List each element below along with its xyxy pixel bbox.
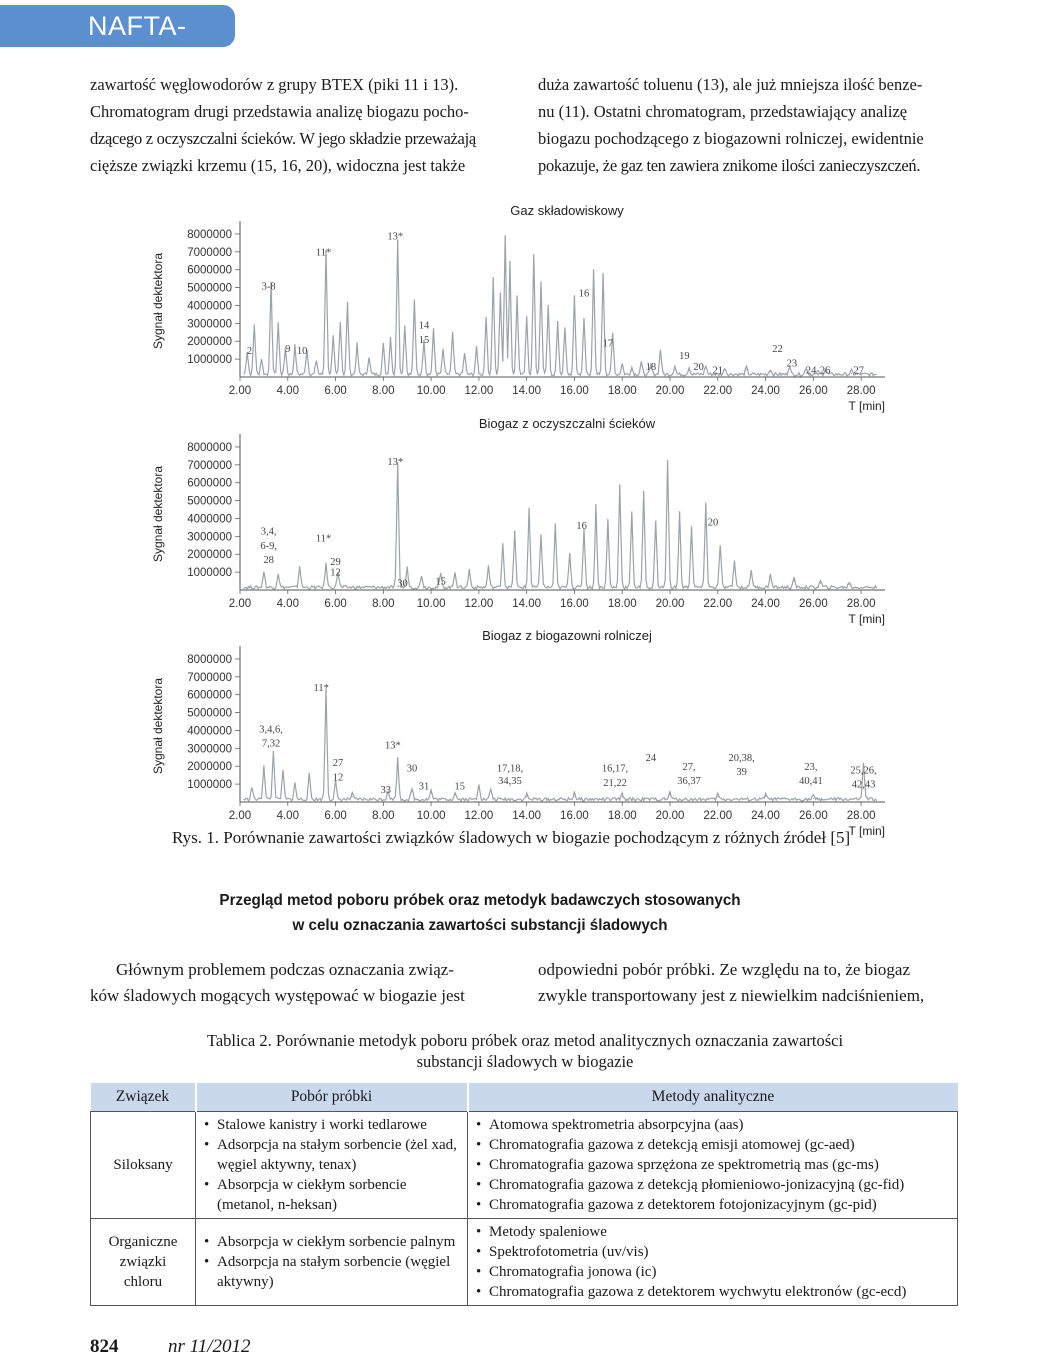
peak-point — [622, 796, 623, 797]
x-tick-label: 14.00 — [512, 385, 542, 397]
intro-left-line: cięższe związki krzemu (15, 16, 20), widoczna jest także — [90, 156, 466, 175]
y-tick-label: 8000000 — [187, 653, 232, 666]
x-tick-label: 8.00 — [372, 385, 395, 397]
x-tick-label: 20.00 — [655, 385, 685, 397]
peak-point — [540, 536, 541, 537]
peak-point — [397, 760, 398, 761]
peak-point — [619, 486, 620, 487]
y-tick-label: 8000000 — [187, 441, 232, 454]
peak-point — [407, 570, 408, 571]
methods-cell — [468, 1112, 958, 1219]
peak-label: 20,38, — [728, 752, 755, 764]
x-axis-label: T [min] — [848, 824, 885, 838]
panel-title: Biogaz z oczyszczalni ścieków — [478, 416, 656, 431]
sampling-cell — [196, 1219, 468, 1306]
peak-label: 42,43 — [851, 779, 876, 791]
peak-label: 30 — [406, 763, 418, 775]
x-tick-label: 2.00 — [228, 385, 252, 397]
peak-label: 29 — [330, 556, 341, 568]
y-tick-label: 1000000 — [187, 779, 232, 792]
peak-label: 12 — [330, 567, 341, 579]
peak-point — [689, 369, 690, 370]
peak-point — [595, 507, 596, 508]
table-row — [91, 1112, 958, 1219]
y-axis-label: Sygnał dektektora — [151, 252, 165, 350]
y-tick-label: 6000000 — [187, 477, 232, 490]
peak-label: 2 — [246, 345, 253, 357]
signal-trace — [244, 688, 877, 801]
compound-cell — [91, 1112, 196, 1219]
x-tick-label: 28.00 — [846, 810, 876, 822]
x-tick-label: 26.00 — [798, 598, 828, 610]
peak-label: 21,22 — [603, 777, 627, 789]
peak-label: 33 — [380, 785, 391, 797]
y-tick-label: 8000000 — [187, 228, 232, 241]
peak-label: 23 — [786, 358, 798, 370]
list-item: • Chromatografia gazowa z detektorem fotojonizacyjnym (gc-pid) — [474, 1195, 951, 1215]
y-axis-label: Sygnał dektektora — [151, 677, 165, 775]
peak-point — [340, 323, 341, 324]
peak-point — [679, 514, 680, 515]
x-tick-label: 28.00 — [846, 385, 876, 397]
header-cell: Metody analityczne — [468, 1083, 958, 1112]
peak-point — [431, 792, 432, 793]
peak-point — [794, 580, 795, 581]
peak-point — [593, 273, 594, 274]
y-tick-label: 5000000 — [187, 707, 232, 720]
peak-point — [442, 351, 443, 352]
peak-point — [612, 335, 613, 336]
sampling-cell — [196, 1112, 468, 1219]
intro-right-column — [538, 71, 958, 179]
x-tick-label: 18.00 — [607, 598, 637, 610]
peak-label: 22 — [772, 343, 783, 355]
y-tick-label: 4000000 — [187, 513, 232, 526]
peak-label: 27 — [332, 758, 344, 770]
peak-point — [454, 573, 455, 574]
y-tick-label: 1000000 — [187, 567, 232, 580]
list-item: • Adsorpcja na stałym sorbencie (węgiel aktywny) — [202, 1252, 461, 1292]
peak-point — [316, 362, 317, 363]
peak-label: 19 — [679, 351, 690, 363]
intro-right-line: pokazuje, że gaz ten zawiera znikome ilości zanieczyszczeń. — [538, 156, 921, 175]
list-item: • Chromatografia jonowa (ic) — [474, 1262, 951, 1282]
peak-point — [421, 577, 422, 578]
y-tick-label: 3000000 — [187, 531, 232, 544]
y-tick-label: 4000000 — [187, 300, 232, 313]
peak-point — [770, 371, 771, 372]
peak-point — [526, 317, 527, 318]
peak-label: 40,41 — [799, 776, 823, 788]
body-right-line: zwykle transportowany jest z niewielkim nadciśnieniem, — [538, 986, 925, 1005]
x-tick-label: 14.00 — [512, 598, 542, 610]
peak-point — [851, 373, 852, 374]
peak-point — [273, 753, 274, 754]
y-tick-label: 5000000 — [187, 495, 232, 508]
peak-point — [820, 582, 821, 583]
peak-point — [660, 351, 661, 352]
x-tick-label: 26.00 — [798, 810, 828, 822]
peak-point — [655, 521, 656, 522]
peak-label: 3,4,6, — [259, 724, 283, 736]
peak-label: 11* — [315, 533, 332, 545]
peak-label: 3-8 — [261, 281, 276, 293]
x-tick-label: 24.00 — [751, 385, 780, 397]
intro-left-line: Chromatogram drugi przedstawia analizę biogazu pocho- — [90, 102, 469, 121]
peak-point — [724, 369, 725, 370]
peak-point — [278, 325, 279, 326]
y-tick-label: 5000000 — [187, 282, 232, 295]
y-tick-label: 3000000 — [187, 318, 232, 331]
x-tick-label: 16.00 — [560, 810, 589, 822]
peak-point — [505, 237, 506, 238]
peak-point — [500, 294, 501, 295]
peak-point — [674, 367, 675, 368]
journal-name: NAFTA-GAZ — [88, 11, 187, 72]
page-number: 824 — [90, 1336, 119, 1357]
peak-label: 15 — [418, 335, 430, 347]
x-tick-label: 6.00 — [324, 385, 347, 397]
x-tick-label: 24.00 — [751, 598, 780, 610]
peak-label: 15 — [454, 781, 466, 793]
list-item: • Chromatografia gazowa sprzężona ze spektrometrią mas (gc-ms) — [474, 1155, 951, 1175]
peak-point — [667, 462, 668, 463]
peak-label: 11* — [315, 247, 332, 259]
peak-point — [746, 369, 747, 370]
list-item: • Metody spaleniowe — [474, 1222, 951, 1242]
y-tick-label: 6000000 — [187, 264, 232, 277]
methods-cell — [468, 1219, 958, 1306]
peak-point — [251, 789, 252, 790]
peak-point — [478, 785, 479, 786]
peak-label: 24-26 — [805, 365, 831, 377]
peak-label: 3,4, — [260, 526, 277, 538]
peak-point — [404, 326, 405, 327]
peak-point — [390, 339, 391, 340]
intro-left-column — [90, 71, 510, 179]
peak-point — [433, 332, 434, 333]
peak-point — [294, 348, 295, 349]
peak-point — [569, 554, 570, 555]
chromatogram-panel — [151, 628, 885, 838]
peak-point — [765, 796, 766, 797]
peak-point — [485, 317, 486, 318]
y-tick-label: 2000000 — [187, 549, 232, 562]
peak-label: 39 — [736, 767, 747, 779]
peak-point — [751, 572, 752, 573]
body-left-line: Głównym problemem podczas oznaczania związ- — [116, 960, 454, 979]
x-tick-label: 8.00 — [372, 810, 395, 822]
y-tick-label: 4000000 — [187, 725, 232, 738]
y-axis-label: Sygnał dektektora — [151, 465, 165, 563]
peak-point — [574, 298, 575, 299]
table-row — [91, 1219, 958, 1306]
x-tick-label: 6.00 — [324, 810, 347, 822]
peak-point — [641, 364, 642, 365]
compound-cell — [91, 1219, 196, 1306]
peak-point — [356, 346, 357, 347]
peak-point — [502, 545, 503, 546]
compound-name: związki — [119, 1254, 167, 1270]
peak-label: 18 — [645, 361, 657, 373]
peak-label: 27 — [853, 365, 864, 377]
peak-point — [548, 308, 549, 309]
peak-point — [607, 521, 608, 522]
x-tick-label: 2.00 — [228, 810, 252, 822]
peak-label: 27, — [682, 761, 696, 773]
peak-point — [705, 504, 706, 505]
peak-point — [583, 321, 584, 322]
intro-left-line: dzącego z oczyszczalni ścieków. W jego składzie przeważają — [90, 129, 476, 148]
list-item: • Atomowa spektrometria absorpcyjna (aas) — [474, 1115, 951, 1135]
x-tick-label: 16.00 — [560, 385, 589, 397]
figure-caption: Rys. 1. Porównanie zawartości związków śladowych w biogazie pochodzącym z różnych źródeł [5] — [172, 828, 851, 847]
issue-number: nr 11/2012 — [168, 1336, 251, 1357]
journal-header-tag — [0, 5, 235, 72]
peak-label: 17,18, — [496, 763, 524, 775]
peak-point — [770, 577, 771, 578]
peak-label: 17 — [602, 338, 614, 350]
intro-right-line: duża zawartość toluenu (13), ale już mniejsza ilość benze- — [538, 75, 923, 94]
peak-point — [352, 796, 353, 797]
section-title-line1: Przegląd metod poboru próbek oraz metodyk badawczych stosowanych — [219, 892, 741, 909]
x-tick-label: 28.00 — [846, 598, 876, 610]
peak-label: 25,26, — [850, 765, 877, 777]
peak-point — [717, 796, 718, 797]
peak-point — [540, 283, 541, 284]
table-caption-line1: Tablica 2. Porównanie metodyk poboru próbek oraz metod analitycznych oznaczania zawartości — [206, 1031, 844, 1050]
list-item: • Chromatografia gazowa z detektorem wychwytu elektronów (gc-ecd) — [474, 1282, 951, 1302]
peak-point — [383, 346, 384, 347]
x-tick-label: 12.00 — [464, 385, 494, 397]
peak-point — [282, 773, 283, 774]
peak-point — [720, 546, 721, 547]
peak-point — [514, 532, 515, 533]
y-tick-label: 7000000 — [187, 459, 232, 472]
list-item: • Chromatografia gazowa z detekcją płomieniowo-jonizacyjną (gc-fid) — [474, 1175, 951, 1195]
peak-point — [469, 572, 470, 573]
peak-point — [631, 514, 632, 515]
y-tick-label: 3000000 — [187, 743, 232, 756]
peak-point — [555, 527, 556, 528]
peak-label: 36,37 — [677, 776, 701, 788]
peak-point — [622, 366, 623, 367]
header-cell: Pobór próbki — [196, 1083, 468, 1112]
table-caption-line2: substancji śladowych w biogazie — [416, 1052, 634, 1071]
y-tick-label: 6000000 — [187, 689, 232, 702]
chromatogram-panel — [151, 416, 885, 626]
x-tick-label: 24.00 — [751, 810, 780, 822]
peak-point — [454, 794, 455, 795]
peak-point — [414, 303, 415, 304]
x-tick-label: 12.00 — [464, 598, 494, 610]
x-tick-label: 18.00 — [607, 810, 637, 822]
peak-point — [368, 359, 369, 360]
peak-point — [294, 785, 295, 786]
x-tick-label: 12.00 — [464, 810, 494, 822]
peak-point — [299, 568, 300, 569]
peak-point — [464, 355, 465, 356]
peak-point — [509, 262, 510, 263]
peak-label: 13* — [385, 740, 401, 752]
peak-point — [574, 794, 575, 795]
x-tick-label: 22.00 — [703, 810, 733, 822]
x-tick-label: 22.00 — [703, 385, 733, 397]
list-item: • Absorpcja w ciekłym sorbencie palnym — [202, 1232, 461, 1252]
x-tick-label: 10.00 — [416, 385, 446, 397]
peak-point — [325, 566, 326, 567]
body-right-line: odpowiedni pobór próbki. Ze względu na to, że biogaz — [538, 960, 911, 979]
x-tick-label: 20.00 — [655, 598, 685, 610]
peak-label: 13* — [387, 231, 404, 243]
peak-label: 11* — [313, 683, 329, 695]
header-cell: Związek — [91, 1083, 196, 1112]
list-item: • Stalowe kanistry i worki tedlarowe — [202, 1115, 461, 1135]
peak-label: 23, — [804, 761, 818, 773]
peak-label: 9 — [285, 343, 291, 355]
peak-point — [309, 776, 310, 777]
peak-point — [347, 305, 348, 306]
x-tick-label: 6.00 — [324, 598, 347, 610]
x-tick-label: 2.00 — [228, 598, 252, 610]
peak-point — [526, 796, 527, 797]
panel-title: Gaz składowiskowy — [510, 203, 624, 218]
comparison-table — [90, 1083, 958, 1306]
peak-label: 20 — [693, 361, 704, 373]
peak-point — [691, 529, 692, 530]
peak-point — [643, 493, 644, 494]
list-item: • Adsorpcja na stałym sorbencie (żel xad, węgiel aktywny, tenax) — [202, 1135, 461, 1175]
peak-label: 21 — [712, 365, 724, 377]
peak-point — [488, 568, 489, 569]
peak-label: 20 — [707, 517, 719, 529]
x-tick-label: 22.00 — [703, 598, 733, 610]
x-tick-label: 4.00 — [276, 598, 299, 610]
x-tick-label: 20.00 — [655, 810, 685, 822]
peak-label: 28 — [263, 555, 274, 567]
x-tick-label: 18.00 — [607, 385, 637, 397]
peak-point — [849, 584, 850, 585]
x-tick-label: 4.00 — [276, 385, 299, 397]
compound-name: Organiczne — [108, 1234, 178, 1250]
compound-name: chloru — [123, 1274, 163, 1290]
intro-left-line: zawartość węglowodorów z grupy BTEX (piki 11 i 13). — [90, 75, 459, 94]
y-tick-label: 1000000 — [187, 354, 232, 367]
peak-point — [490, 791, 491, 792]
peak-point — [734, 563, 735, 564]
peak-point — [813, 798, 814, 799]
peak-point — [335, 784, 336, 785]
peak-label: 34,35 — [498, 776, 522, 788]
peak-label: 24 — [645, 752, 657, 764]
peak-point — [452, 335, 453, 336]
peak-label: 12 — [332, 772, 344, 784]
peak-point — [263, 767, 264, 768]
peak-point — [517, 296, 518, 297]
peak-point — [557, 325, 558, 326]
x-tick-label: 14.00 — [512, 810, 542, 822]
y-tick-label: 2000000 — [187, 336, 232, 349]
peak-point — [263, 573, 264, 574]
peak-label: 16 — [576, 521, 587, 533]
x-axis-label: T [min] — [848, 399, 885, 413]
x-tick-label: 26.00 — [798, 385, 828, 397]
peak-point — [564, 330, 565, 331]
peak-point — [669, 794, 670, 795]
x-tick-label: 10.00 — [416, 598, 446, 610]
peak-point — [493, 280, 494, 281]
peak-point — [333, 339, 334, 340]
peak-point — [261, 360, 262, 361]
x-tick-label: 16.00 — [560, 598, 589, 610]
peak-point — [411, 791, 412, 792]
peak-point — [278, 575, 279, 576]
peak-point — [254, 326, 255, 327]
peak-point — [631, 369, 632, 370]
peak-label: 6-9, — [260, 540, 277, 552]
peak-point — [476, 350, 477, 351]
body-right-column — [538, 957, 924, 1009]
peak-label: 16 — [578, 288, 590, 300]
peak-label: 13* — [387, 456, 404, 468]
peak-point — [528, 509, 529, 510]
peak-label: 14 — [418, 320, 430, 332]
panel-title: Biogaz z biogazowni rolniczej — [482, 628, 652, 643]
peak-point — [705, 367, 706, 368]
x-tick-label: 10.00 — [416, 810, 446, 822]
peak-point — [603, 274, 604, 275]
intro-right-line: biogazu pochodzącego z biogazowni rolniczej, ewidentnie — [538, 129, 924, 148]
x-tick-label: 4.00 — [276, 810, 299, 822]
y-tick-label: 7000000 — [187, 246, 232, 259]
intro-right-line: nu (11). Ostatni chromatogram, przedstawiający analizę — [538, 102, 908, 121]
peak-label: 7,32 — [261, 738, 281, 750]
chromatogram-panel — [151, 203, 885, 413]
peak-label: 15 — [435, 576, 446, 588]
peak-label: 16,17, — [601, 763, 629, 775]
y-tick-label: 2000000 — [187, 761, 232, 774]
list-item: • Spektrofotometria (uv/vis) — [474, 1242, 951, 1262]
compound-name: Siloksany — [113, 1157, 173, 1173]
peak-label: 31 — [418, 781, 430, 793]
x-tick-label: 8.00 — [372, 598, 395, 610]
y-tick-label: 7000000 — [187, 671, 232, 684]
x-axis-label: T [min] — [848, 612, 885, 626]
body-left-line: ków śladowych mogących występować w biogazie jest — [90, 986, 465, 1005]
peak-label: 30 — [397, 578, 408, 590]
peak-point — [533, 255, 534, 256]
peak-label: 10 — [296, 345, 308, 357]
list-item: • Chromatografia gazowa z detekcją emisji atomowej (gc-aed) — [474, 1135, 951, 1155]
list-item: • Absorpcja w ciekłym sorbencie (metanol, n-heksan) — [202, 1175, 461, 1215]
body-left-column — [90, 957, 465, 1009]
table-header-row — [91, 1083, 958, 1112]
section-title-line2: w celu oznaczania zawartości substancji śladowych — [292, 917, 668, 934]
